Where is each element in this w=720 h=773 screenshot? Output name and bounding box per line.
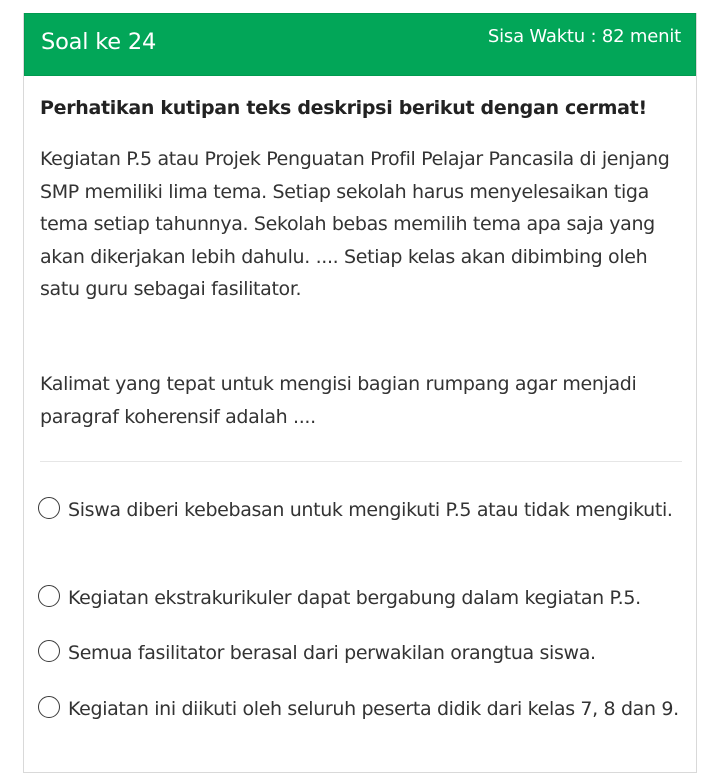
question-header	[24, 13, 696, 76]
radio-button-a[interactable]	[38, 497, 60, 519]
question-instruction: Perhatikan kutipan teks deskripsi berikut dengan cermat!	[40, 97, 647, 119]
answer-option-label: Semua fasilitator berasal dari perwakilan orangtua siswa.	[68, 642, 596, 664]
passage-text: Kegiatan P.5 atau Projek Penguatan Profil Pelajar Pancasila di jenjang SMP memiliki lima tema. Setiap sekolah harus menyelesaikan tiga tema setiap tahunnya. Sekolah bebas memilih tema apa saja yang akan dikerjakan lebih dahulu. .... Setiap kelas akan dibimbing oleh satu guru sebagai fasilitator.	[40, 148, 670, 300]
radio-button-d[interactable]	[38, 696, 60, 718]
answer-option-d[interactable]	[38, 693, 684, 725]
answer-option-c[interactable]	[38, 637, 684, 669]
answer-option-label: Siswa diberi kebebasan untuk mengikuti P.5 atau tidak mengikuti.	[68, 499, 673, 521]
remaining-time-label: Sisa Waktu : 82 menit	[487, 26, 681, 47]
answer-option-label: Kegiatan ini diikuti oleh seluruh peserta didik dari kelas 7, 8 dan 9.	[68, 698, 679, 720]
radio-button-c[interactable]	[38, 640, 60, 662]
answer-option-label: Kegiatan ekstrakurikuler dapat bergabung dalam kegiatan P.5.	[68, 587, 641, 609]
radio-button-b[interactable]	[38, 585, 60, 607]
answer-option-a[interactable]	[38, 494, 684, 526]
divider	[40, 461, 682, 462]
question-number-title: Soal ke 24	[41, 29, 157, 55]
answer-option-b[interactable]	[38, 582, 684, 614]
question-prompt: Kalimat yang tepat untuk mengisi bagian rumpang agar menjadi paragraf koherensif adalah ....	[40, 373, 637, 428]
question-card	[23, 13, 697, 773]
